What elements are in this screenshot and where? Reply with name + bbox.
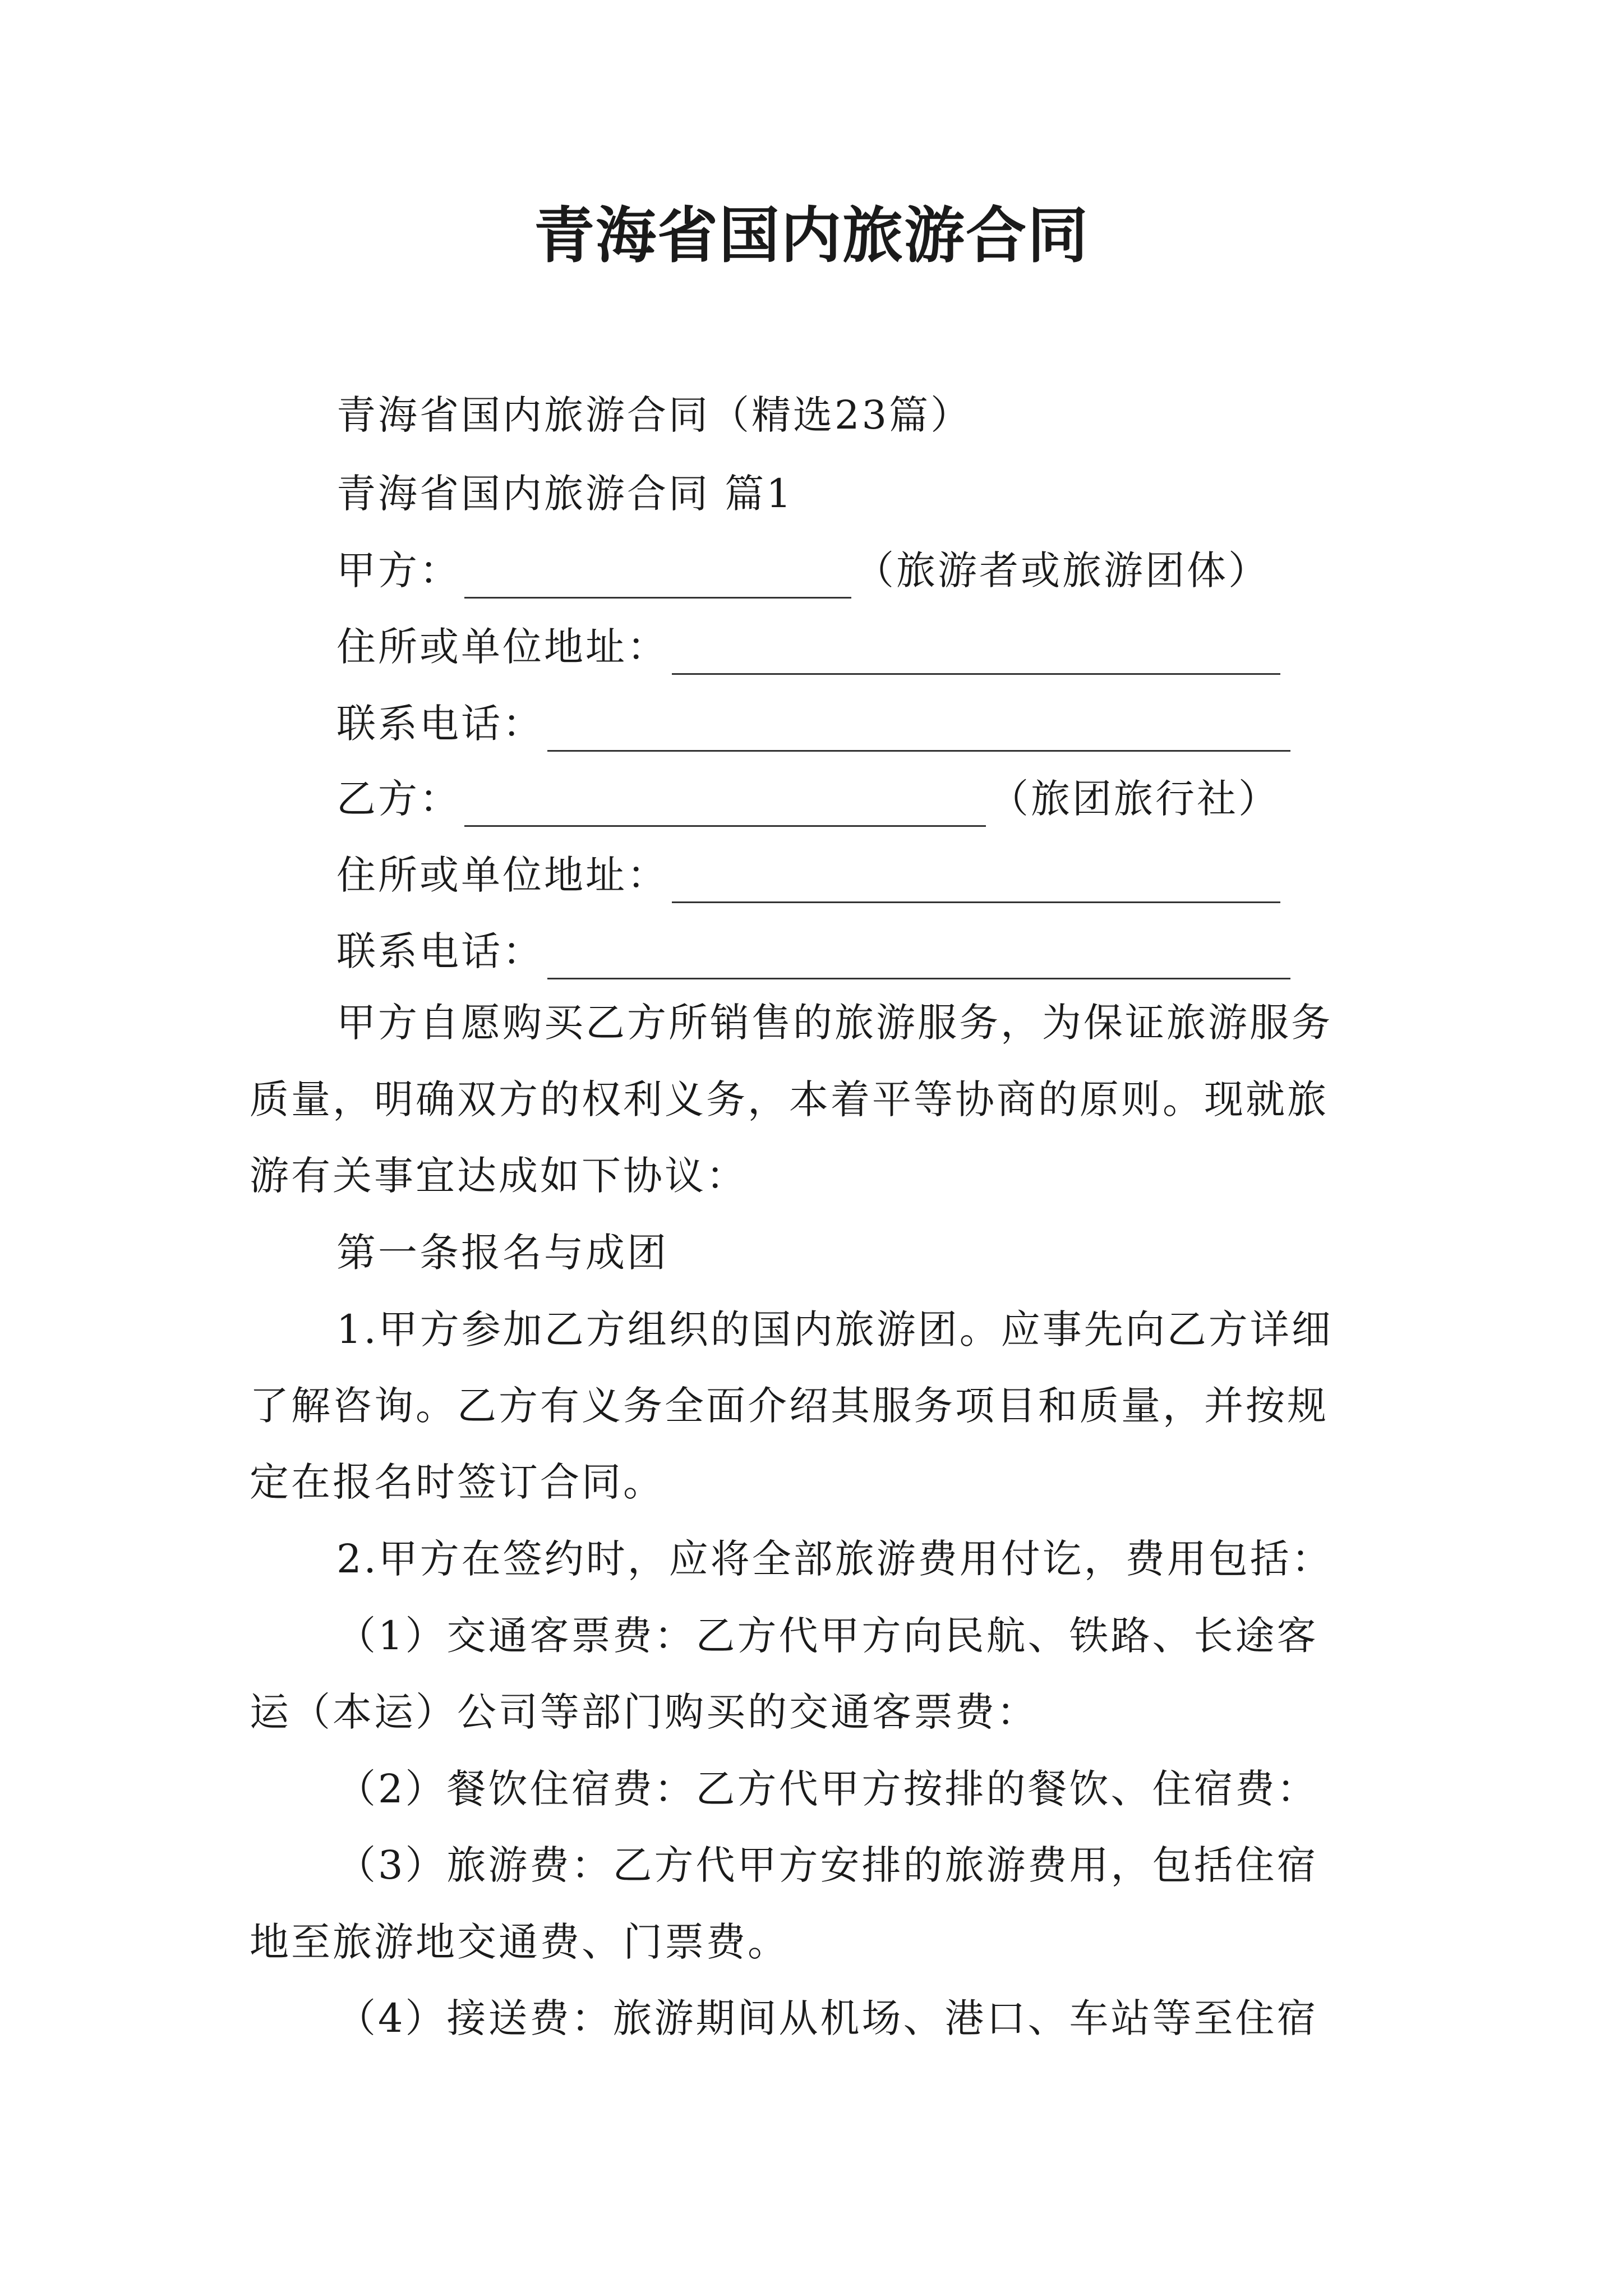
party-a-address-label: 住所或单位地址： <box>336 624 668 670</box>
intro-line-1: 甲方自愿购买乙方所销售的旅游服务，为保证旅游服务 <box>336 1000 1332 1046</box>
section-heading: 青海省国内旅游合同 篇1 <box>336 471 794 517</box>
party-b-blank[interactable] <box>464 790 986 827</box>
party-b-suffix: （旅团旅行社） <box>989 776 1280 822</box>
party-a-address-row <box>336 619 1284 675</box>
party-a-label: 甲方： <box>336 547 461 593</box>
item-3-line-1: （3）旅游费：乙方代甲方安排的旅游费用，包括住宿 <box>336 1842 1318 1888</box>
party-b-address-label: 住所或单位地址： <box>336 852 668 898</box>
document-title: 青海省国内旅游合同 <box>533 200 1089 271</box>
party-a-address-blank[interactable] <box>672 638 1280 675</box>
item-1-line-2: 运（本运）公司等部门购买的交通客票费： <box>250 1689 1038 1735</box>
item-3-line-2: 地至旅游地交通费、门票费。 <box>250 1919 789 1965</box>
party-a-row <box>336 542 1270 599</box>
item-1-line-1: （1）交通客票费：乙方代甲方向民航、铁路、长途客 <box>336 1613 1318 1659</box>
party-b-phone-blank[interactable] <box>547 943 1290 979</box>
party-b-address-row <box>336 847 1284 903</box>
clause-1-line-3: 定在报名时签订合同。 <box>250 1459 665 1505</box>
party-b-label: 乙方： <box>336 776 461 822</box>
party-b-address-blank[interactable] <box>672 867 1280 903</box>
clause-1-line-2: 了解咨询。乙方有义务全面介绍其服务项目和质量，并按规 <box>250 1383 1329 1429</box>
clause-2-line-1: 2.甲方在签约时，应将全部旅游费用付讫，费用包括： <box>336 1536 1333 1582</box>
party-b-row <box>336 771 1280 827</box>
clause-1-line-1: 1.甲方参加乙方组织的国内旅游团。应事先向乙方详细 <box>336 1306 1333 1352</box>
item-2-line-1: （2）餐饮住宿费：乙方代甲方按排的餐饮、住宿费： <box>336 1766 1318 1812</box>
party-b-phone-label: 联系电话： <box>336 928 544 974</box>
party-b-phone-row <box>336 923 1294 979</box>
item-4-line-1: （4）接送费：旅游期间从机场、港口、车站等至住宿 <box>336 1995 1318 2041</box>
intro-line-3: 游有关事宜达成如下协议： <box>250 1153 748 1199</box>
party-a-phone-label: 联系电话： <box>336 701 544 747</box>
party-a-phone-row <box>336 696 1294 752</box>
document-subtitle: 青海省国内旅游合同（精选23篇） <box>336 392 972 438</box>
party-a-suffix: （旅游者或旅游团体） <box>855 547 1270 593</box>
party-a-phone-blank[interactable] <box>547 715 1290 752</box>
intro-line-2: 质量，明确双方的权利义务，本着平等协商的原则。现就旅 <box>250 1076 1329 1122</box>
party-a-blank[interactable] <box>464 562 851 599</box>
article-1-heading: 第一条报名与成团 <box>336 1230 668 1276</box>
